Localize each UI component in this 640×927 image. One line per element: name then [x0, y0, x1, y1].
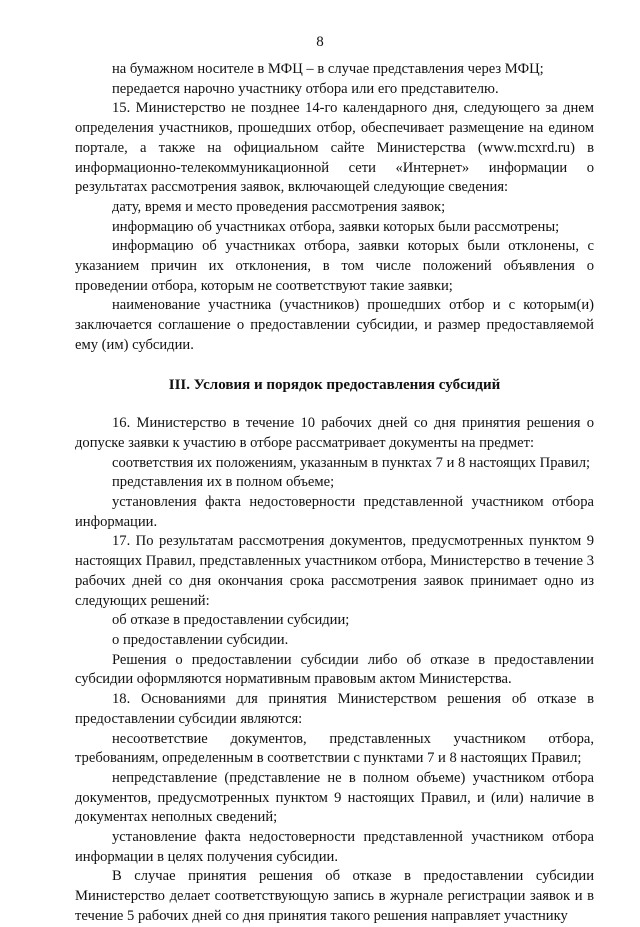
paragraph: установление факта недостоверности представленной участником отбора информации в целях получения субсидии. — [75, 829, 594, 865]
paragraph: 15. Министерство не позднее 14-го календарного дня, следующего за днем определения участников, прошедших отбор, обеспечивает размещение на едином портале, а также на официальном сайте Министерства (www.mcxrd.ru) в информационно-телекоммуникационной сети «Интернет» информации о результатах рассмотрения заявок, включающей следующие сведения: — [75, 100, 594, 196]
page-number: 8 — [316, 34, 324, 50]
paragraph: соответствия их положениям, указанным в пунктах 7 и 8 настоящих Правил; — [112, 454, 591, 471]
paragraph: дату, время и место проведения рассмотрения заявок; — [112, 198, 446, 215]
paragraph: об отказе в предоставлении субсидии; — [112, 612, 350, 629]
paragraph: 16. Министерство в течение 10 рабочих дней со дня принятия решения о допуске заявки к участию в отборе рассматривает документы на предмет: — [75, 415, 594, 451]
paragraph: информацию об участниках отбора, заявки которых были отклонены, с указанием причин их отклонения, в том числе положений объявления о проведении отбора, которым не соответствуют такие заявки; — [75, 238, 594, 294]
paragraph: установления факта недостоверности представленной участником отбора информации. — [75, 494, 594, 530]
paragraph: о предоставлении субсидии. — [112, 631, 289, 648]
paragraph: на бумажном носителе в МФЦ – в случае представления через МФЦ; — [112, 61, 544, 77]
section-title: III. Условия и порядок предоставления субсидий — [168, 376, 501, 393]
paragraph: несоответствие документов, представленных участником отбора, требованиям, определенным в соответствии с пунктами 7 и 8 настоящих Правил; — [75, 730, 594, 767]
paragraph: информацию об участниках отбора, заявки которых были рассмотрены; — [112, 218, 560, 235]
paragraph: представления их в полном объеме; — [112, 474, 335, 491]
paragraph: передается нарочно участнику отбора или его представителю. — [112, 80, 499, 97]
document-body — [75, 60, 594, 927]
paragraph: наименование участника (участников) прошедших отбор и с которым(и) заключается соглашение о предоставлении субсидии, и размер предоставляемой ему (им) субсидии. — [75, 297, 594, 353]
paragraph: непредставление (представление не в полном объеме) участником отбора документов, предусмотренных пунктом 9 настоящих Правил, и (или) наличие в документах неполных сведений; — [75, 769, 594, 826]
paragraph: Решения о предоставлении субсидии либо об отказе в предоставлении субсидии оформляются нормативным правовым актом Министерства. — [75, 651, 594, 688]
paragraph: 17. По результатам рассмотрения документов, предусмотренных пунктом 9 настоящих Правил, представленных участником отбора, Министерство в течение 3 рабочих дней со дня окончания срока рассмотрения заявок принимает одно из следующих решений: — [75, 533, 594, 609]
paragraph: 18. Основаниями для принятия Министерством решения об отказе в предоставлении субсидии являются: — [75, 691, 594, 727]
paragraph: В случае принятия решения об отказе в предоставлении субсидии Министерство делает соответствующую запись в журнале регистрации заявок и в течение 5 рабочих дней со дня принятия такого решения направляет участнику — [75, 868, 594, 924]
